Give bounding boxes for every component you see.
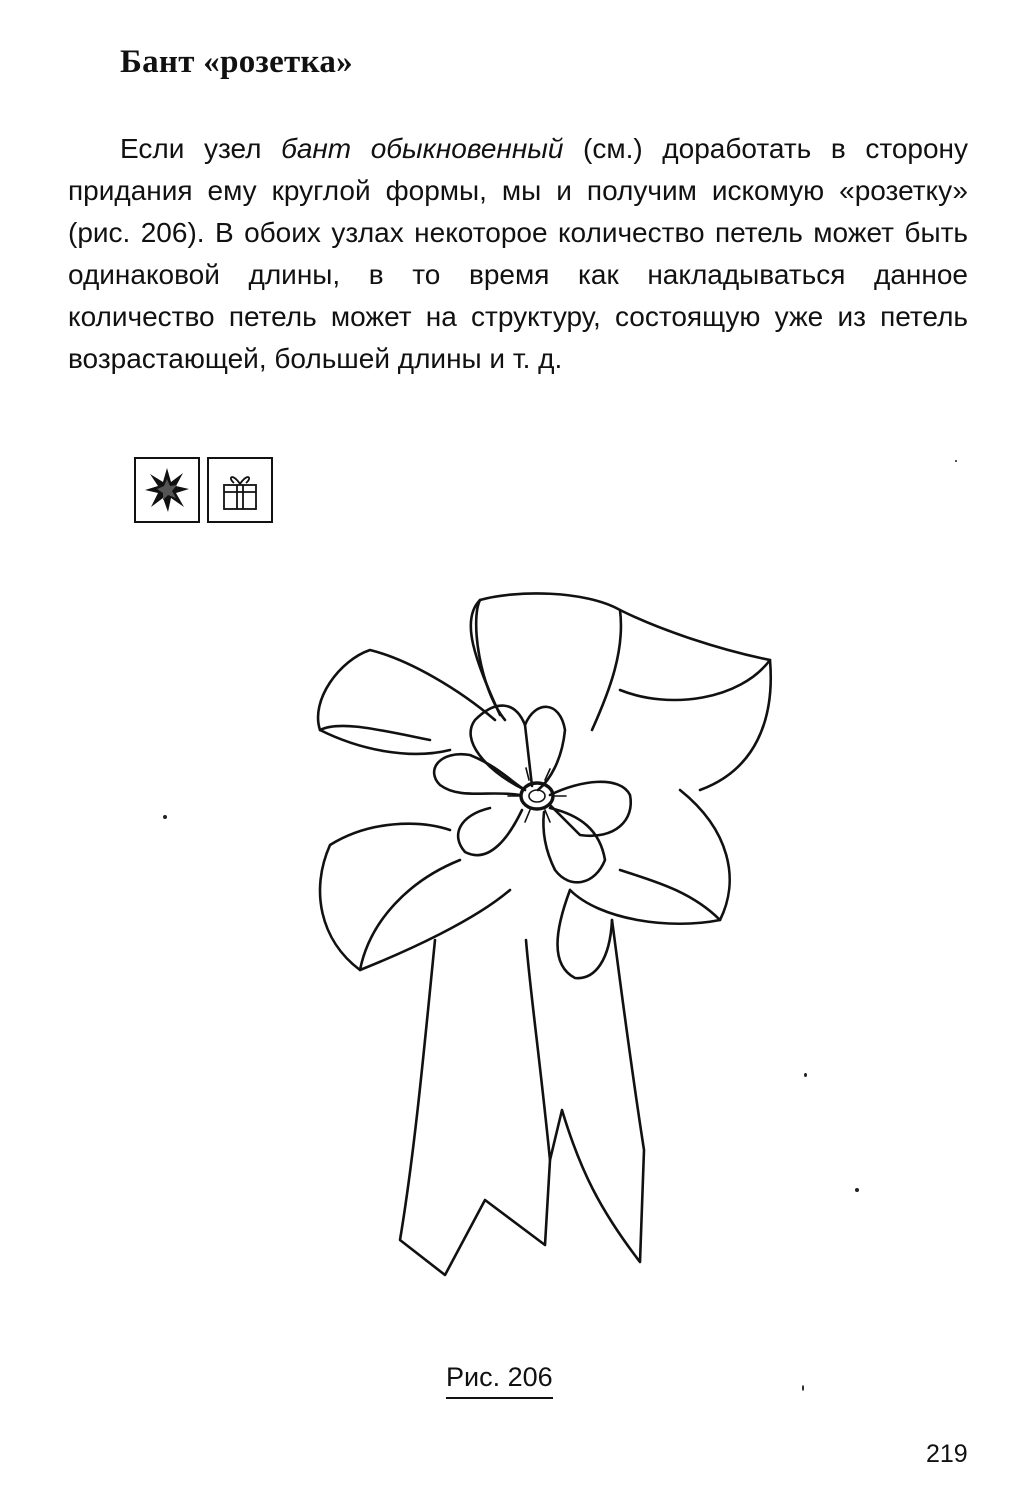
- section-title: Бант «розетка»: [120, 44, 353, 80]
- figure-caption: Рис. 206: [446, 1362, 553, 1399]
- paragraph-intro: Если узел: [120, 133, 282, 164]
- scan-speck: [802, 1385, 804, 1391]
- knot-reference: бант обыкновенный: [281, 133, 564, 164]
- scan-speck: [955, 460, 957, 462]
- scan-speck: [163, 815, 167, 819]
- body-paragraph: [68, 128, 968, 380]
- gift-box-icon: [207, 457, 273, 523]
- category-icons: [134, 457, 273, 523]
- scan-speck: [855, 1188, 859, 1192]
- page-number: 219: [926, 1440, 968, 1468]
- rosette-bow-illustration: [300, 590, 780, 1310]
- scan-speck: [804, 1073, 807, 1077]
- starburst-icon: [134, 457, 200, 523]
- paragraph-text: (см.) доработать в сторону придания ему круглой формы, мы и получим искомую «розетку» (рис. 206). В обоих узлах некоторое количество петель может быть одинаковой длины, в то время как накладываться данное количество петель может на структуру, состоящую уже из петель возрастающей, большей длины и т. д.: [68, 133, 969, 374]
